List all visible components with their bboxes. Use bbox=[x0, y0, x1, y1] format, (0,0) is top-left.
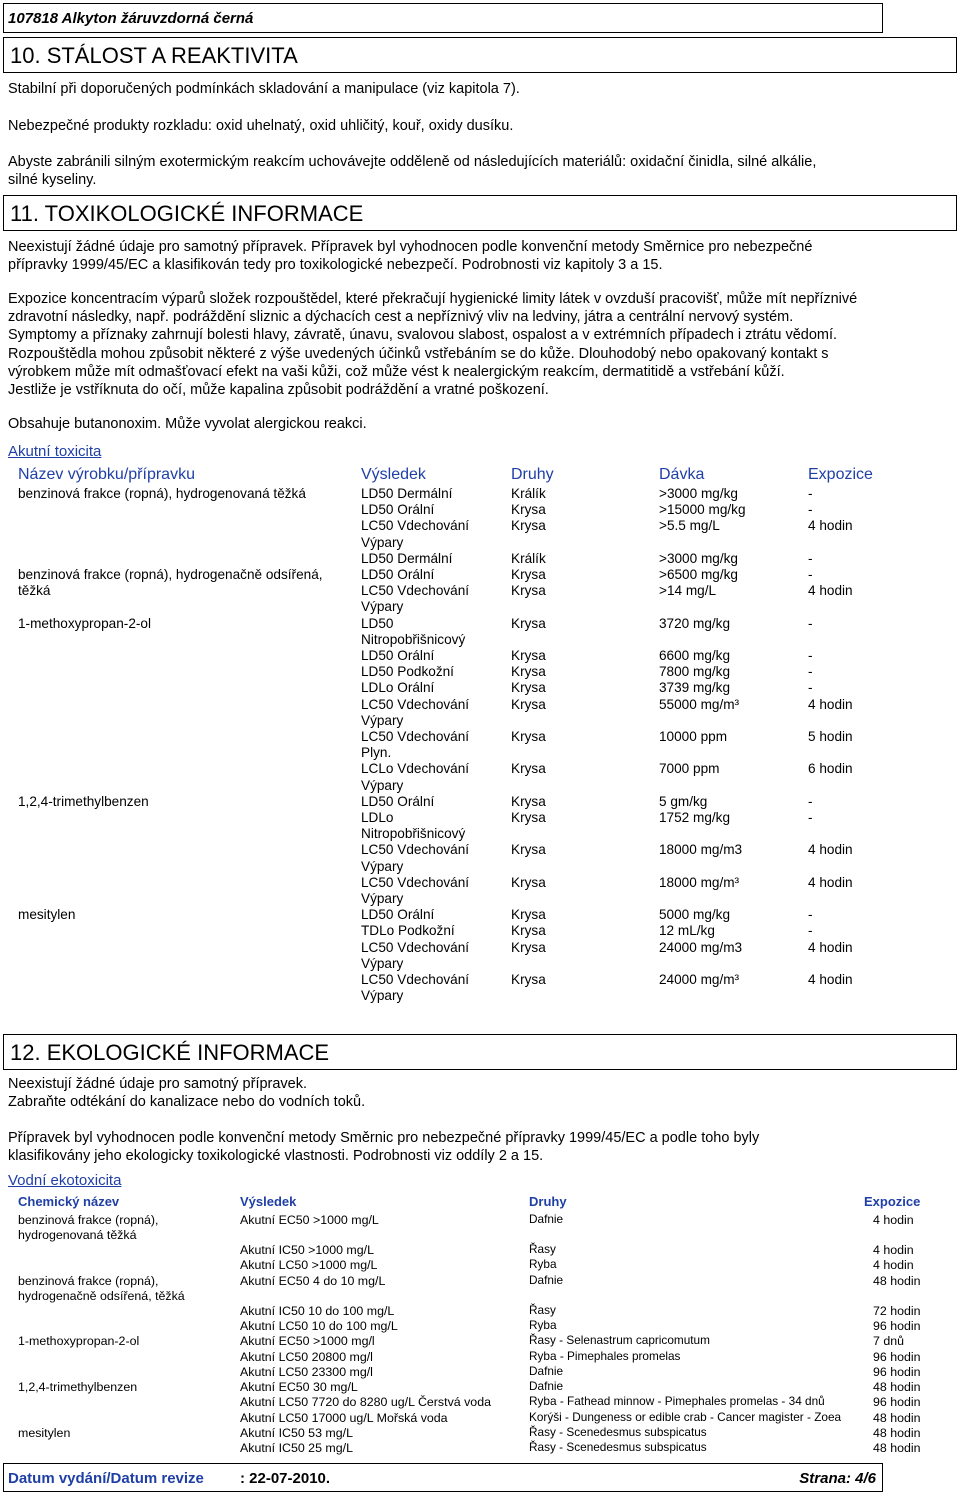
section-12-classification-line2: klasifikovány jeho ekologicky toxikologické vlastnosti. Podrobnosti viz oddíly 2 a 15. bbox=[8, 1148, 544, 1164]
eco-species: Ryba - Pimephales promelas bbox=[529, 1349, 681, 1363]
tox-result: LC50 Vdechování bbox=[361, 939, 470, 955]
revision-date-label: Datum vydání/Datum revize bbox=[8, 1470, 204, 1487]
section-12-classification-line1: Přípravek byl vyhodnocen podle konvenční metody Směrnic pro nebezpečné přípravky 1999/45/EC a podle toho byly bbox=[8, 1130, 760, 1146]
eco-exposure: 48 hodin bbox=[873, 1380, 921, 1394]
tox-result: LC50 Vdechování bbox=[361, 696, 470, 712]
tox-result: LD50 Orální bbox=[361, 907, 435, 923]
tox-exposure: 6 hodin bbox=[808, 761, 853, 777]
tox-product-name: mesitylen bbox=[18, 907, 76, 923]
exposure-text-line: Jestliže je vstříknuta do očí, může kapalina způsobit podráždění a vratné poškození. bbox=[8, 382, 549, 398]
eco-species: Ryba bbox=[529, 1257, 557, 1271]
tox-result: LD50 Podkožní bbox=[361, 664, 454, 680]
tox-exposure: 4 hodin bbox=[808, 874, 853, 890]
tox-dose: 3720 mg/kg bbox=[659, 615, 731, 631]
eco-result: Akutní EC50 4 do 10 mg/L bbox=[240, 1274, 386, 1288]
tox-exposure: - bbox=[808, 810, 813, 825]
section-11-intro-line2: přípravky 1999/45/EC a klasifikován tedy pro toxikologické nebezpečí. Podrobnosti viz kapitoly 3 a 15. bbox=[8, 257, 663, 273]
section-10-title: 10. STÁLOST A REAKTIVITA bbox=[10, 43, 298, 68]
tox-species: Krysa bbox=[511, 648, 546, 663]
eco-exposure: 7 dnů bbox=[873, 1334, 905, 1348]
aquatic-ecotoxicity-link[interactable]: Vodní ekotoxicita bbox=[8, 1172, 122, 1189]
tox-exposure: 5 hodin bbox=[808, 729, 853, 744]
tox-result: LD50 Dermální bbox=[361, 550, 453, 566]
eco-species: Dafnie bbox=[529, 1379, 564, 1393]
eco-exposure: 4 hodin bbox=[873, 1213, 914, 1227]
eco-col-exposure: Expozice bbox=[864, 1194, 921, 1209]
exposure-text-line: výrobkem může mít odmašťovací efekt na vaši kůži, což může vést k nealergickým reakcím, dermatitidě a vstřebání kůží. bbox=[8, 363, 785, 380]
eco-chemical-name: benzinová frakce (ropná), bbox=[18, 1274, 159, 1288]
section-12-intro-line2: Zabraňte odtékání do kanalizace nebo do vodních toků. bbox=[8, 1094, 366, 1110]
tox-result: Výpary bbox=[361, 858, 404, 874]
eco-result: Akutní IC50 53 mg/L bbox=[240, 1426, 353, 1440]
eco-exposure: 48 hodin bbox=[873, 1274, 921, 1288]
eco-result: Akutní LC50 20800 mg/l bbox=[240, 1350, 373, 1364]
eco-col-species: Druhy bbox=[529, 1194, 567, 1209]
section-10-incompatible-line2: silné kyseliny. bbox=[8, 172, 97, 188]
tox-exposure: - bbox=[808, 680, 813, 696]
eco-species: Ryba - Fathead minnow - Pimephales promelas - 34 dnů bbox=[529, 1394, 825, 1408]
tox-dose: >14 mg/L bbox=[659, 583, 717, 599]
tox-species: Krysa bbox=[511, 729, 546, 744]
tox-exposure: 4 hodin bbox=[808, 972, 853, 987]
eco-chemical-name: 1-methoxypropan-2-ol bbox=[18, 1334, 140, 1348]
tox-result: Výpary bbox=[361, 988, 404, 1004]
document-header bbox=[3, 3, 883, 33]
tox-species: Krysa bbox=[511, 907, 546, 923]
tox-result: LD50 Orální bbox=[361, 567, 435, 582]
exposure-text-line: Rozpouštědla mohou způsobit některé z výše uvedených účinků vstřebáním se do kůže. Dlouhodobý nebo opakovaný kontakt s bbox=[8, 345, 829, 362]
tox-result: LC50 Vdechování bbox=[361, 972, 470, 987]
exposure-text-line: zdravotní následky, např. podráždění sliznic a dýchacích cest a nepříznivý vliv na ledviny, játra a centrální nervový systém. bbox=[8, 309, 794, 326]
eco-result: Akutní EC50 >1000 mg/l bbox=[240, 1334, 375, 1348]
document-title: 107818 Alkyton žáruvzdorná černá bbox=[8, 10, 254, 27]
eco-exposure: 48 hodin bbox=[873, 1441, 921, 1455]
eco-species: Ryba bbox=[529, 1318, 557, 1332]
eco-result: Akutní EC50 30 mg/L bbox=[240, 1380, 358, 1394]
tox-result: Plyn. bbox=[361, 745, 392, 761]
tox-exposure: - bbox=[808, 907, 813, 923]
tox-exposure: - bbox=[808, 615, 813, 631]
eco-result: Akutní LC50 >1000 mg/L bbox=[240, 1258, 378, 1272]
tox-result: Nitropobřišnicový bbox=[361, 631, 466, 647]
eco-exposure: 4 hodin bbox=[873, 1243, 914, 1257]
tox-result: LD50 Orální bbox=[361, 502, 435, 518]
tox-exposure: - bbox=[808, 550, 813, 566]
tox-species: Krysa bbox=[511, 972, 546, 987]
tox-species: Krysa bbox=[511, 874, 546, 890]
section-11-title: 11. TOXIKOLOGICKÉ INFORMACE bbox=[10, 201, 364, 226]
eco-species: Řasy bbox=[529, 1303, 556, 1317]
tox-product-name: 1-methoxypropan-2-ol bbox=[18, 615, 151, 631]
eco-exposure: 96 hodin bbox=[873, 1319, 921, 1333]
tox-species: Krysa bbox=[511, 583, 546, 599]
tox-result: LDLo Orální bbox=[361, 680, 435, 696]
eco-col-name: Chemický název bbox=[18, 1194, 120, 1209]
eco-result: Akutní LC50 17000 ug/L Mořská voda bbox=[240, 1411, 448, 1425]
tox-dose: >3000 mg/kg bbox=[659, 486, 738, 501]
tox-result: TDLo Podkožní bbox=[361, 923, 455, 939]
tox-product-name: benzinová frakce (ropná), hydrogenačně odsířená, bbox=[18, 567, 323, 582]
eco-chemical-name: 1,2,4-trimethylbenzen bbox=[18, 1380, 138, 1394]
tox-dose: 5 gm/kg bbox=[659, 793, 708, 809]
tox-species: Krysa bbox=[511, 567, 546, 582]
tox-exposure: - bbox=[808, 502, 813, 518]
eco-exposure: 96 hodin bbox=[873, 1395, 921, 1409]
section-11-header bbox=[3, 195, 957, 231]
eco-result: Akutní LC50 7720 do 8280 ug/L Čerstvá voda bbox=[240, 1395, 491, 1409]
tox-dose: 1752 mg/kg bbox=[659, 810, 731, 825]
section-11-sensitizer: Obsahuje butanonoxim. Může vyvolat alergickou reakci. bbox=[8, 416, 367, 432]
tox-exposure: 4 hodin bbox=[808, 842, 853, 858]
exposure-text-line: Expozice koncentracím výparů složek rozpouštědel, které překračují hygienické limity látek v ovzduší pracovišť, může mít nepříznivé bbox=[8, 291, 858, 307]
tox-exposure: - bbox=[808, 567, 813, 582]
eco-result: Akutní LC50 23300 mg/l bbox=[240, 1365, 373, 1379]
tox-species: Krysa bbox=[511, 810, 546, 825]
eco-chemical-name: mesitylen bbox=[18, 1426, 71, 1440]
eco-result: Akutní IC50 >1000 mg/L bbox=[240, 1243, 374, 1257]
tox-result: Nitropobřišnicový bbox=[361, 826, 466, 842]
tox-dose: 7000 ppm bbox=[659, 761, 720, 777]
tox-species: Králík bbox=[511, 486, 546, 501]
tox-species: Krysa bbox=[511, 842, 546, 858]
eco-species: Korýši - Dungeness or edible crab - Cancer magister - Zoea bbox=[529, 1410, 842, 1424]
eco-exposure: 72 hodin bbox=[873, 1304, 921, 1318]
tox-result: Výpary bbox=[361, 777, 404, 793]
section-12-intro-line1: Neexistují žádné údaje pro samotný přípravek. bbox=[8, 1076, 308, 1092]
tox-dose: 6600 mg/kg bbox=[659, 648, 731, 663]
tox-result: LC50 Vdechování bbox=[361, 583, 470, 599]
tox-species: Krysa bbox=[511, 761, 546, 777]
tox-exposure: - bbox=[808, 648, 813, 663]
tox-species: Krysa bbox=[511, 680, 546, 696]
tox-result: LC50 Vdechování bbox=[361, 729, 470, 744]
tox-species: Krysa bbox=[511, 518, 546, 534]
section-10-header bbox=[3, 37, 957, 73]
tox-result: LC50 Vdechování bbox=[361, 518, 470, 534]
tox-exposure: - bbox=[808, 793, 813, 809]
eco-species: Dafnie bbox=[529, 1364, 564, 1378]
eco-species: Dafnie bbox=[529, 1212, 564, 1226]
tox-exposure: 4 hodin bbox=[808, 939, 853, 955]
section-12-header bbox=[3, 1034, 957, 1070]
tox-dose: 24000 mg/m³ bbox=[659, 972, 740, 987]
eco-result: Akutní LC50 10 do 100 mg/L bbox=[240, 1319, 398, 1333]
tox-exposure: - bbox=[808, 923, 813, 939]
tox-species: Krysa bbox=[511, 923, 546, 939]
tox-result: LC50 Vdechování bbox=[361, 842, 470, 858]
section-12-title: 12. EKOLOGICKÉ INFORMACE bbox=[10, 1040, 330, 1065]
tox-dose: >5.5 mg/L bbox=[659, 518, 720, 534]
tox-exposure: 4 hodin bbox=[808, 583, 853, 599]
tox-result: LDLo bbox=[361, 810, 394, 825]
tox-result: LC50 Vdechování bbox=[361, 874, 470, 890]
eco-species: Řasy - Scenedesmus subspicatus bbox=[529, 1440, 707, 1454]
section-10-decomposition: Nebezpečné produkty rozkladu: oxid uhelnatý, oxid uhličitý, kouř, oxidy dusíku. bbox=[8, 118, 514, 134]
tox-dose: 5000 mg/kg bbox=[659, 907, 731, 923]
tox-col-result: Výsledek bbox=[361, 466, 426, 483]
tox-product-name: těžká bbox=[18, 583, 51, 599]
tox-result: Výpary bbox=[361, 955, 404, 971]
tox-dose: 18000 mg/m3 bbox=[659, 842, 743, 858]
tox-product-name: benzinová frakce (ropná), hydrogenovaná těžká bbox=[18, 486, 306, 501]
eco-result: Akutní EC50 >1000 mg/L bbox=[240, 1213, 379, 1227]
eco-species: Řasy - Selenastrum capricomutum bbox=[529, 1333, 710, 1347]
tox-result: LD50 bbox=[361, 615, 394, 631]
eco-result: Akutní IC50 10 do 100 mg/L bbox=[240, 1304, 395, 1318]
tox-result: Výpary bbox=[361, 599, 404, 615]
tox-result: LD50 Orální bbox=[361, 648, 435, 663]
tox-species: Králík bbox=[511, 550, 546, 566]
tox-species: Krysa bbox=[511, 696, 546, 712]
tox-result: Výpary bbox=[361, 712, 404, 728]
tox-dose: 18000 mg/m³ bbox=[659, 874, 740, 890]
tox-dose: 55000 mg/m³ bbox=[659, 696, 740, 712]
section-11-intro-line1: Neexistují žádné údaje pro samotný přípravek. Přípravek byl vyhodnocen podle konvenční metody Směrnice pro nebezpečné bbox=[8, 239, 813, 255]
tox-species: Krysa bbox=[511, 939, 546, 955]
tox-exposure: - bbox=[808, 486, 813, 501]
tox-dose: 3739 mg/kg bbox=[659, 680, 731, 696]
tox-exposure: - bbox=[808, 664, 813, 680]
eco-exposure: 48 hodin bbox=[873, 1426, 921, 1440]
tox-dose: >3000 mg/kg bbox=[659, 550, 738, 566]
tox-species: Krysa bbox=[511, 793, 546, 809]
tox-dose: 7800 mg/kg bbox=[659, 664, 731, 680]
tox-dose: 12 mL/kg bbox=[659, 923, 715, 939]
tox-col-exposure: Expozice bbox=[808, 466, 873, 483]
eco-exposure: 96 hodin bbox=[873, 1350, 921, 1364]
tox-dose: >15000 mg/kg bbox=[659, 502, 746, 518]
tox-result: LD50 Dermální bbox=[361, 486, 453, 501]
acute-toxicity-link[interactable]: Akutní toxicita bbox=[8, 443, 102, 460]
tox-dose: 10000 ppm bbox=[659, 729, 728, 744]
tox-result: LCLo Vdechování bbox=[361, 761, 470, 777]
tox-exposure: 4 hodin bbox=[808, 518, 853, 534]
tox-result: Výpary bbox=[361, 891, 404, 906]
tox-species: Krysa bbox=[511, 502, 546, 518]
document-footer bbox=[3, 1463, 883, 1492]
section-10-incompatible-line1: Abyste zabránili silným exotermickým reakcím uchovávejte odděleně od následujících materiálů: oxidační činidla, silné alkálie, bbox=[8, 154, 817, 170]
tox-result: Výpary bbox=[361, 534, 404, 550]
revision-date-value: : 22-07-2010. bbox=[240, 1470, 331, 1487]
eco-species: Dafnie bbox=[529, 1273, 564, 1287]
section-10-stability: Stabilní při doporučených podmínkách skladování a manipulace (viz kapitola 7). bbox=[8, 81, 520, 97]
tox-exposure: 4 hodin bbox=[808, 696, 853, 712]
exposure-text-line: Symptomy a příznaky zahrnují bolesti hlavy, závratě, únavu, svalovou slabost, ospalost a v extrémních případech i ztrátu vědomí. bbox=[8, 327, 838, 344]
tox-product-name: 1,2,4-trimethylbenzen bbox=[18, 793, 149, 809]
tox-result: LD50 Orální bbox=[361, 793, 435, 809]
tox-col-dose: Dávka bbox=[659, 466, 705, 483]
eco-exposure: 48 hodin bbox=[873, 1411, 921, 1425]
tox-dose: 24000 mg/m3 bbox=[659, 939, 743, 955]
eco-exposure: 96 hodin bbox=[873, 1365, 921, 1379]
eco-species: Řasy bbox=[529, 1242, 556, 1256]
eco-result: Akutní IC50 25 mg/L bbox=[240, 1441, 353, 1455]
tox-dose: >6500 mg/kg bbox=[659, 567, 738, 582]
tox-species: Krysa bbox=[511, 664, 546, 680]
tox-col-product: Název výrobku/přípravku bbox=[18, 466, 195, 483]
tox-col-species: Druhy bbox=[511, 466, 554, 483]
tox-species: Krysa bbox=[511, 615, 546, 631]
eco-col-result: Výsledek bbox=[240, 1194, 297, 1209]
eco-exposure: 4 hodin bbox=[873, 1258, 914, 1272]
page-number: Strana: 4/6 bbox=[799, 1470, 876, 1487]
eco-species: Řasy - Scenedesmus subspicatus bbox=[529, 1425, 707, 1439]
eco-chemical-name: benzinová frakce (ropná), bbox=[18, 1213, 159, 1227]
eco-chemical-name: hydrogenovaná těžká bbox=[18, 1228, 137, 1243]
eco-chemical-name: hydrogenačně odsířená, těžká bbox=[18, 1289, 185, 1304]
